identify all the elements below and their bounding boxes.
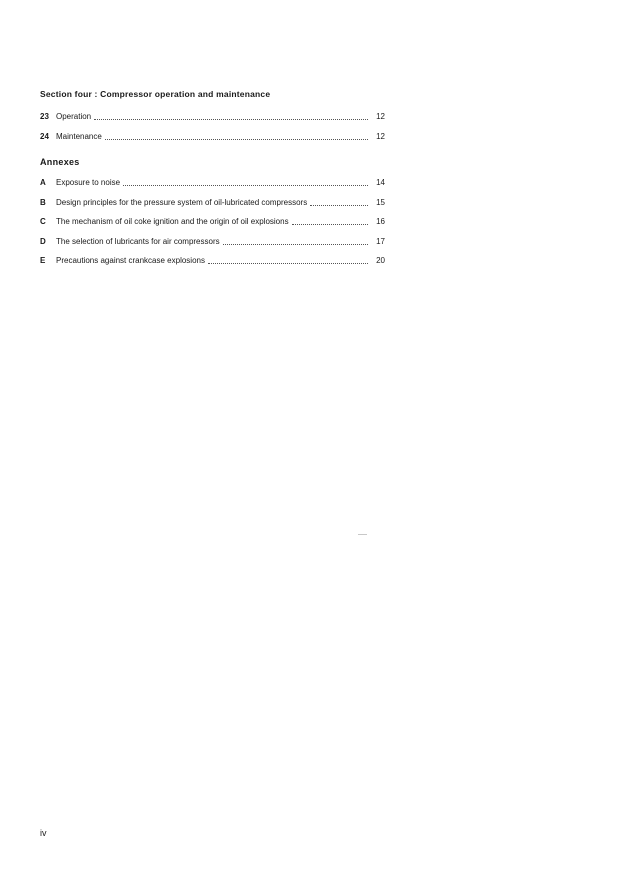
toc-entry-number: B: [40, 197, 46, 207]
dot-leader: [94, 110, 368, 120]
toc-entry-annex-c[interactable]: [40, 215, 385, 228]
toc-entry-title: The mechanism of oil coke ignition and the origin of oil explosions: [56, 217, 289, 226]
toc-entry-number: A: [40, 178, 46, 187]
dot-leader: [223, 235, 368, 245]
toc-entry-annex-b[interactable]: [40, 196, 385, 209]
toc-entry-number: 24: [40, 132, 49, 141]
annexes-heading: Annexes: [40, 157, 80, 167]
toc-entry-page: 12: [376, 112, 385, 121]
toc-entry-annex-a[interactable]: [40, 176, 385, 189]
toc-entry-page: 16: [376, 217, 385, 226]
toc-entry-title: Maintenance: [56, 132, 102, 141]
section-toc-list: [40, 110, 385, 150]
toc-entry-title: Operation: [56, 112, 92, 121]
toc-entry-page: 15: [376, 197, 385, 207]
toc-entry-number: 23: [40, 112, 49, 121]
toc-entry-title: The selection of lubricants for air compressors: [56, 236, 220, 246]
page-number: iv: [40, 828, 47, 838]
dot-leader: [208, 254, 368, 264]
scan-artifact: [358, 534, 367, 535]
section-heading: Section four : Compressor operation and maintenance: [40, 89, 271, 99]
toc-entry-page: 12: [376, 132, 385, 141]
toc-entry-title: Design principles for the pressure system of oil-lubricated compressors: [56, 197, 308, 207]
dot-leader: [292, 215, 368, 225]
toc-entry-page: 20: [376, 256, 385, 265]
toc-entry-page: 14: [376, 178, 385, 187]
dot-leader: [123, 176, 368, 186]
toc-entry-annex-e[interactable]: [40, 254, 385, 267]
toc-entry-title: Precautions against crankcase explosions: [56, 256, 205, 265]
toc-entry-number: C: [40, 217, 46, 226]
toc-entry-annex-d[interactable]: [40, 235, 385, 248]
toc-entry-title: Exposure to noise: [56, 178, 121, 187]
dot-leader: [105, 130, 368, 140]
toc-entry-number: D: [40, 236, 46, 246]
dot-leader: [310, 196, 368, 206]
toc-entry-page: 17: [376, 236, 385, 246]
annexes-toc-list: [40, 176, 385, 274]
toc-entry-23[interactable]: [40, 110, 385, 123]
toc-entry-number: E: [40, 256, 46, 265]
toc-entry-24[interactable]: [40, 130, 385, 143]
